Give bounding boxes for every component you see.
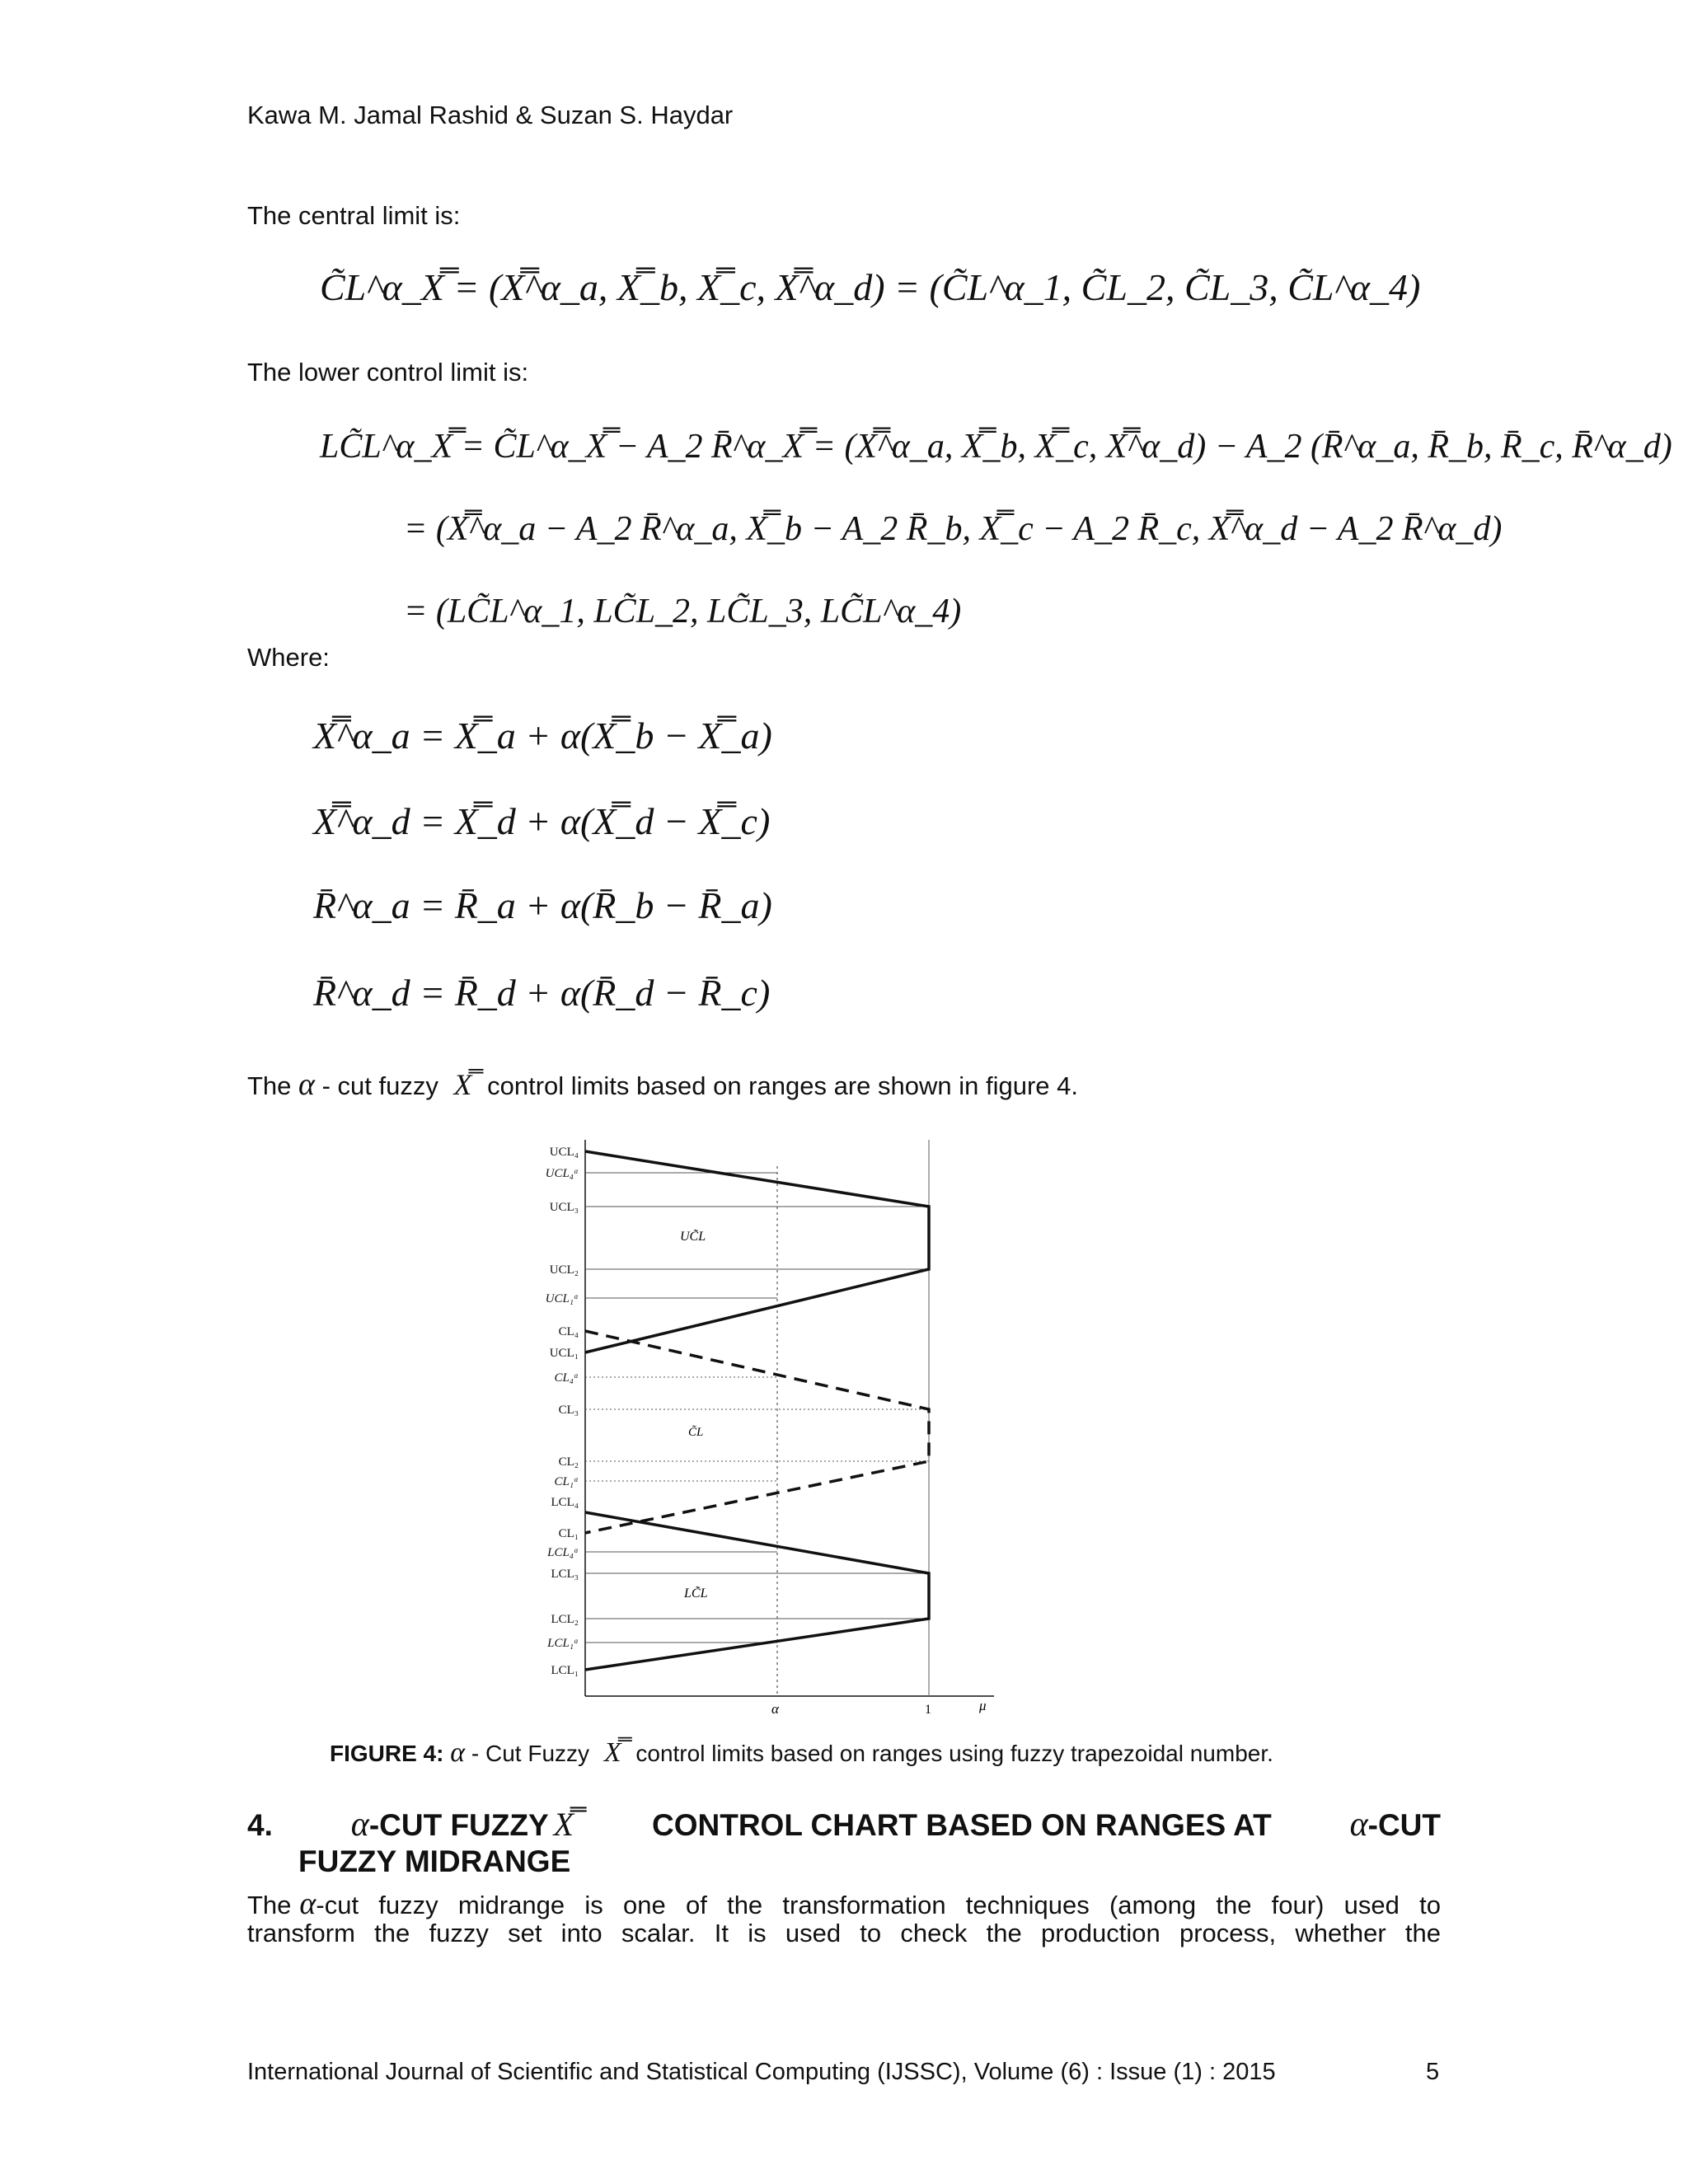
x-label-mu: μ <box>979 1698 987 1713</box>
text-prefix: The <box>247 1071 292 1100</box>
y-axis-label: LCL₄ <box>551 1496 579 1509</box>
section-heading-line1 <box>247 1805 1441 1844</box>
y-axis-label: UCL₄ <box>549 1146 579 1159</box>
section-paragraph-line2: transform the fuzzy set into scalar. It is used to check the production process, whether the <box>247 1919 1441 1947</box>
section-number: 4. <box>247 1808 273 1842</box>
equation-lcl-line2: = (X̿^α_a − A_2 R̄^α_a, X̿_b − A_2 R̄_b, X̿_c − A_2 R̄_c, X̿^α_d − A_2 R̄^α_d) <box>404 510 1503 548</box>
page-number: 5 <box>1426 2059 1440 2085</box>
para-prefix: The <box>247 1891 292 1919</box>
alpha-symbol: α <box>298 1067 315 1102</box>
equation-xa-alpha: X̿^α_a = X̿_a + α(X̿_b − X̿_a) <box>313 715 772 757</box>
y-axis-label: CL₂ <box>558 1455 579 1469</box>
section-title-c: -CUT <box>1367 1808 1441 1842</box>
running-header: Kawa M. Jamal Rashid & Suzan S. Haydar <box>247 101 734 129</box>
figure-4-control-limits-diagram <box>528 1133 1006 1718</box>
caption-alpha: α <box>450 1737 466 1768</box>
y-axis-label: CL₄ <box>558 1325 579 1338</box>
para-line1: -cut fuzzy midrange is one of the transformation techniques (among the four) used to <box>316 1891 1441 1919</box>
section-paragraph-line1 <box>247 1886 1441 1922</box>
caption-label: FIGURE 4: <box>330 1741 444 1766</box>
section-alpha: α <box>350 1806 369 1844</box>
caption-mid: - Cut Fuzzy <box>471 1741 590 1766</box>
y-axis-label: CL₃ <box>558 1404 579 1417</box>
equation-rd-alpha: R̄^α_d = R̄_d + α(R̄_d − R̄_c) <box>313 972 771 1014</box>
paragraph-where: Where: <box>247 643 330 672</box>
equation-ra-alpha: R̄^α_a = R̄_a + α(R̄_b − R̄_a) <box>313 884 772 926</box>
y-axis-label: UCL₄ᵅ <box>545 1167 579 1180</box>
region-label-cl: C̃L <box>688 1426 704 1439</box>
y-axis-label: UCL₂ <box>549 1263 579 1277</box>
x-double-bar-symbol: X̿ <box>453 1068 472 1101</box>
y-axis-label: UCL₁ᵅ <box>545 1292 579 1305</box>
caption-x: X̿ <box>603 1737 621 1768</box>
section-title-a: -CUT FUZZY <box>368 1808 549 1842</box>
section-alpha-2: α <box>1349 1806 1368 1844</box>
y-axis-label: CL₁ <box>558 1527 579 1540</box>
y-axis-label: LCL₂ <box>551 1613 579 1626</box>
equation-lcl-line1: LC̃L^α_X̿ = C̃L^α_X̿ − A_2 R̄^α_X̿ = (X̿^α_a, X̿_b, X̿_c, X̿^α_d) − A_2 (R̄^α_a, R̄_b, R̄_c, R̄^α_d) <box>320 428 1672 466</box>
y-axis-label: LCL₁ᵅ <box>547 1637 579 1650</box>
text-mid: - cut fuzzy <box>321 1071 438 1100</box>
paragraph-figure-ref <box>247 1066 1078 1103</box>
paragraph-lower-control-limit: The lower control limit is: <box>247 358 529 387</box>
y-axis-label: UCL₃ <box>549 1201 579 1214</box>
para-alpha: α <box>299 1886 316 1921</box>
section-title-b: CONTROL CHART BASED ON RANGES AT <box>652 1808 1272 1842</box>
x-label-one: 1 <box>925 1703 931 1717</box>
section-x: X̿ <box>553 1806 574 1843</box>
text-suffix: control limits based on ranges are shown in figure 4. <box>487 1071 1078 1100</box>
paragraph-central-limit: The central limit is: <box>247 201 461 230</box>
caption-rest: control limits based on ranges using fuzzy trapezoidal number. <box>635 1741 1273 1766</box>
y-axis-label: CL₁ᵅ <box>554 1475 579 1488</box>
region-label-ucl: UC̃L <box>680 1230 706 1244</box>
figure-caption <box>330 1737 1273 1769</box>
equation-xd-alpha: X̿^α_d = X̿_d + α(X̿_d − X̿_c) <box>313 800 771 842</box>
equation-central-limit: C̃L^α_X̿ = (X̿^α_a, X̿_b, X̿_c, X̿^α_d) = (C̃L^α_1, C̃L_2, C̃L_3, C̃L^α_4) <box>320 266 1421 308</box>
y-axis-label: LCL₄ᵅ <box>547 1546 579 1559</box>
y-axis-label: LCL₁ <box>551 1664 579 1677</box>
footer-journal: International Journal of Scientific and Statistical Computing (IJSSC), Volume (6) : Issue (1) : 2015 <box>247 2059 1276 2085</box>
y-axis-label: LCL₃ <box>551 1568 579 1581</box>
section-heading-line2: FUZZY MIDRANGE <box>298 1844 571 1878</box>
region-label-lcl: LC̃L <box>684 1586 708 1601</box>
y-axis-label: CL₄ᵅ <box>554 1371 579 1385</box>
x-label-alpha: α <box>771 1701 779 1717</box>
equation-lcl-line3: = (LC̃L^α_1, LC̃L_2, LC̃L_3, LC̃L^α_4) <box>404 593 962 630</box>
y-axis-label: UCL₁ <box>549 1347 579 1360</box>
